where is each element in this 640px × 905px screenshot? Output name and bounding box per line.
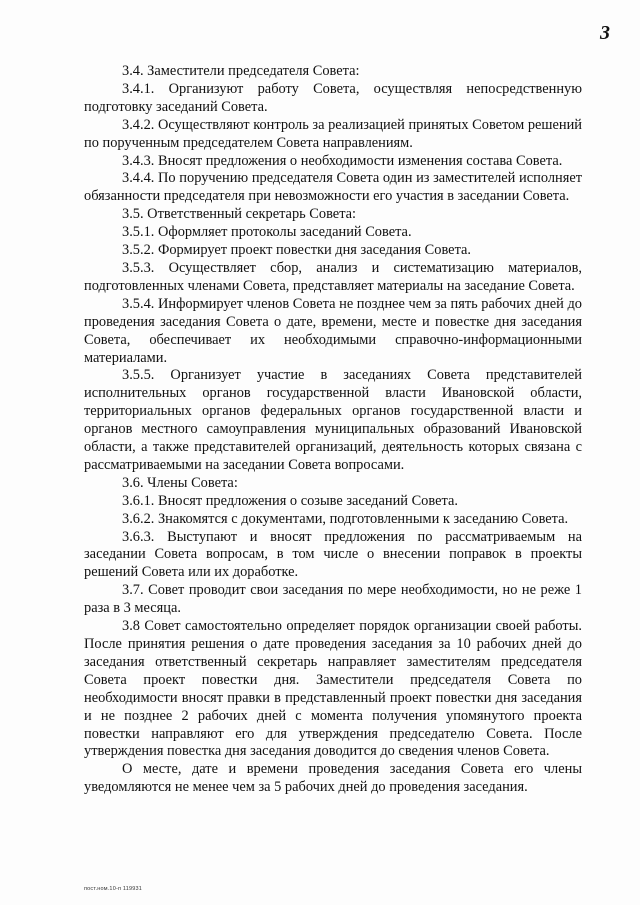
paragraph-3-5: 3.5. Ответственный секретарь Совета: xyxy=(122,206,357,223)
paragraph-3-8: 3.8 Совет самостоятельно определяет порядок организации своей работы. После принятия решения о дате проведения заседания за 10 рабочих дней до заседания ответственный секретарь направляет заместителям председателя Совета проект повестки дня. Заместители председателя Совета по необходимости вносят правки в представленный проект повестки дня заседания и не позднее 2 рабочих дней с момента получения упомянутого проекта повестки направляют его для утверждения председателю Совета. После утверждения повестка дня заседания доводится до сведения членов Совета. xyxy=(84,618,582,760)
paragraph-3-5-3: 3.5.3. Осуществляет сбор, анализ и систематизацию материалов, подготовленных членами Совета, представляет материалы на заседание Совета. xyxy=(84,259,582,294)
footer-code: пост.ном.10-п 119931 xyxy=(84,886,143,892)
paragraph-3-6-1: 3.6.1. Вносят предложения о созыве заседаний Совета. xyxy=(122,492,458,509)
paragraph-3-5-4: 3.5.4. Информирует членов Совета не позднее чем за пять рабочих дней до проведения заседания Совета о дате, времени, месте и повестке дня заседания Совета, обеспечивает их необходимыми справочно-информационными материалами. xyxy=(84,295,582,366)
page-number: 3 xyxy=(600,22,610,44)
paragraph-3-7: 3.7. Совет проводит свои заседания по мере необходимости, но не реже 1 раза в 3 месяца. xyxy=(84,582,582,617)
paragraph-3-4: 3.4. Заместители председателя Совета: xyxy=(122,63,360,79)
paragraph-3-5-2: 3.5.2. Формирует проект повестки дня заседания Совета. xyxy=(122,242,472,259)
paragraph-3-6-3: 3.6.3. Выступают и вносят предложения по рассматриваемым на заседании Совета вопросам, в том числе о внесении поправок в проекты решений Совета или их доработке. xyxy=(84,528,582,581)
paragraph-3-4-2: 3.4.2. Осуществляют контроль за реализацией принятых Советом решений по порученным председателем Совета направлениям. xyxy=(84,116,582,151)
paragraph-3-4-3: 3.4.3. Вносят предложения о необходимости изменения состава Совета. xyxy=(122,152,563,169)
paragraph-3-6-2: 3.6.2. Знакомятся с документами, подготовленными к заседанию Совета. xyxy=(122,510,569,527)
paragraph-3-6: 3.6. Члены Совета: xyxy=(122,474,238,491)
paragraph-3-4-4: 3.4.4. По поручению председателя Совета один из заместителей исполняет обязанности председателя при невозможности его участия в заседании Совета. xyxy=(84,170,582,205)
paragraph-notice: О месте, дате и времени проведения заседания Совета его члены уведомляются не менее чем за 5 рабочих дней до проведения заседания. xyxy=(84,761,582,796)
paragraph-3-5-1: 3.5.1. Оформляет протоколы заседаний Совета. xyxy=(122,224,412,241)
document-body xyxy=(84,63,582,797)
paragraph-3-5-5: 3.5.5. Организует участие в заседаниях Совета представителей исполнительных органов государственной власти Ивановской области, территориальных органов федеральных органов государственной власти и органов местного самоуправления муниципальных образований Ивановской области, а также представителей организаций, деятельность которых связана с рассматриваемыми на заседании Совета вопросами. xyxy=(84,367,582,473)
paragraph-3-4-1: 3.4.1. Организуют работу Совета, осуществляя непосредственную подготовку заседаний Совета. xyxy=(84,80,582,115)
